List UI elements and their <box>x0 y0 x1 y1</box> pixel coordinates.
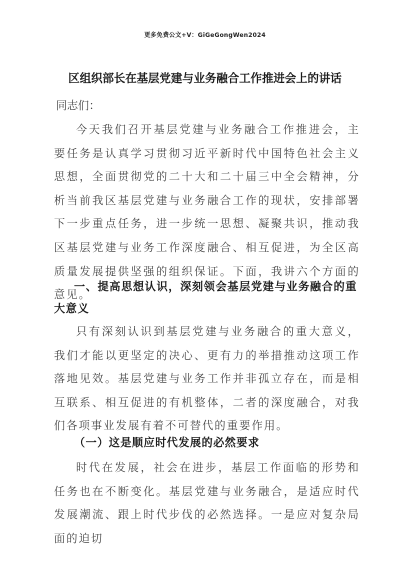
paragraph-subsection-1: 时代在发展，社会在进步，基层工作面临的形势和任务也在不断变化。基层党建与业务融合，是适应时代发展潮流、跟上时代步伐的必然选择。一是应对复杂局面的迫切 <box>54 461 360 545</box>
watermark-header: 更多免费公文+V：GiGeGongWen2024 <box>144 32 266 39</box>
subsection-heading-1: （一）这是顺应时代发展的必然要求 <box>74 436 260 449</box>
document-title: 区组织部长在基层党建与业务融合工作推进会上的讲话 <box>68 71 342 85</box>
salutation: 同志们： <box>56 99 100 112</box>
paragraph-section-1: 只有深刻认识到基层党建与业务融合的重大意义，我们才能以更坚定的决心、更有力的举措推动这项工作落地见效。基层党建与业务工作并非孤立存在，而是相互联系、相互促进的有机整体，二者的深度融合，对我们各项事业发展有着不可替代的重要作用。 <box>54 325 360 433</box>
section-heading-1: 一、提高思想认识，深刻领会基层党建与业务融合的重大意义 <box>54 280 358 315</box>
paragraph-intro: 今天我们召开基层党建与业务融合工作推进会，主要任务是认真学习贯彻习近平新时代中国特色社会主义思想，全面贯彻党的二十大和二十届三中全会精神，分析当前我区基层党建与业务融合工作的现状，安排部署下一步重点任务，进一步统一思想、凝聚共识，推动我区基层党建与业务工作深度融合、相互促进，为全区高质量发展提供坚强的组织保证。下面，我讲六个方面的意见。 <box>54 123 360 302</box>
